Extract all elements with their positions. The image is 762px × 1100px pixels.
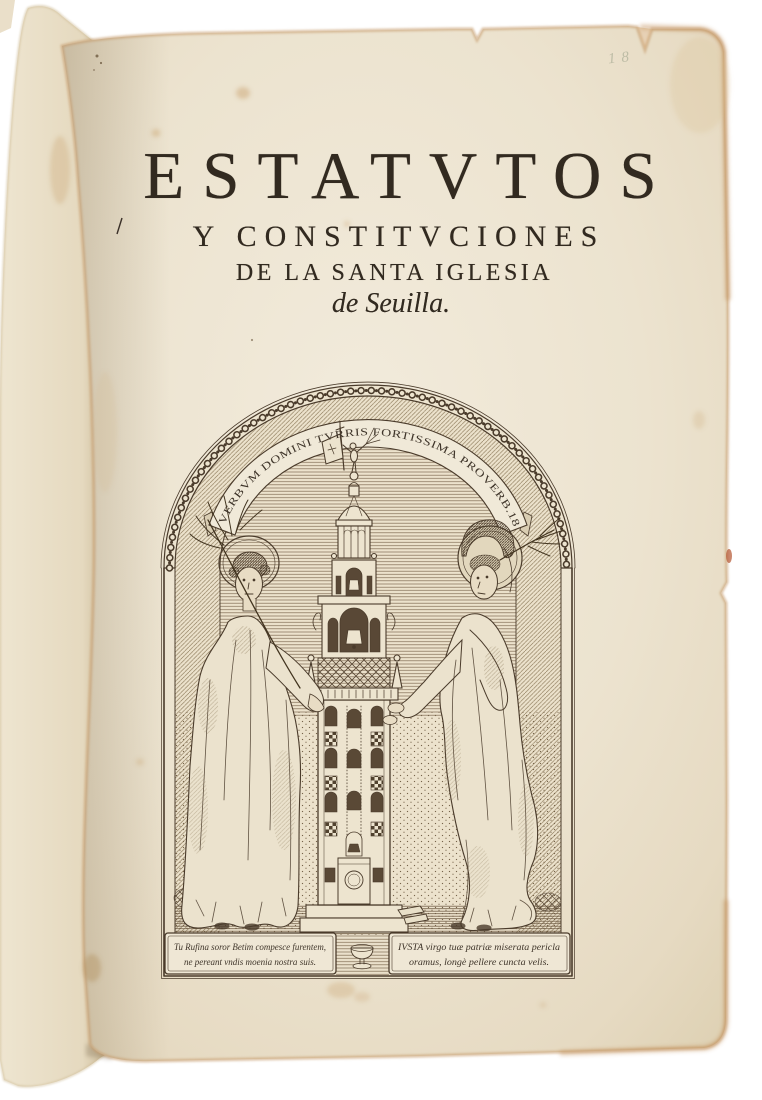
red-edge-spot bbox=[726, 549, 732, 563]
title-line-4: de Seuilla. bbox=[331, 288, 451, 319]
pencil-inscription: 18 bbox=[607, 48, 636, 68]
pottery-bowl-icon bbox=[351, 945, 373, 969]
cartouche-band bbox=[165, 933, 570, 976]
hand bbox=[388, 703, 404, 713]
title-line-2: Y CONSTITVCIONES bbox=[192, 220, 606, 253]
bush bbox=[535, 893, 561, 911]
arch-inscription: VERBVM DOMINI TVRRIS FORTISSIMA PROVERB.18 bbox=[217, 427, 521, 527]
right-cartouche-line1: IVSTA virgo tuæ patriæ miserata pericla bbox=[396, 943, 561, 953]
right-cartouche-line2: oramus, longè pellere cuncta velis. bbox=[409, 958, 549, 968]
title-line-3: DE LA SANTA IGLESIA bbox=[235, 260, 554, 286]
hand bbox=[383, 716, 397, 725]
left-cartouche-line2: ne pereant vndis moenia nostra suis. bbox=[184, 958, 316, 968]
title-line-1: ESTATVTOS bbox=[143, 139, 675, 213]
engraving bbox=[161, 382, 575, 978]
left-cartouche-line1: Tu Rufina soror Betim compesce furentem, bbox=[174, 943, 333, 953]
